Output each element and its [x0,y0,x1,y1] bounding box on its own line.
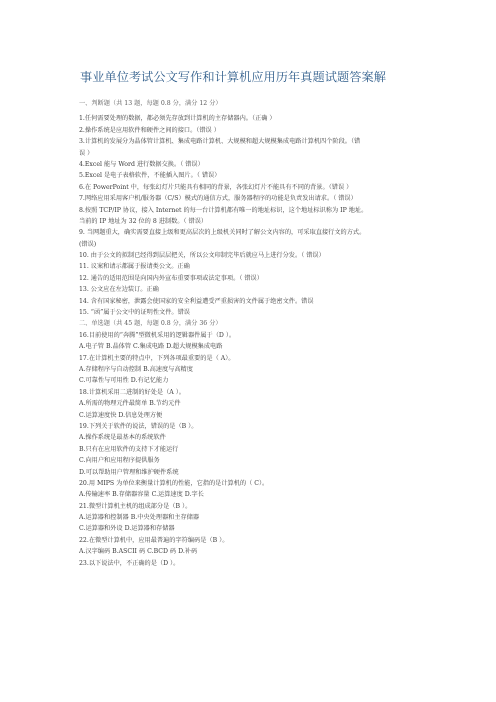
question-line: B.只有在应用软件的支持下才能运行 [79,445,179,453]
question-line: D.可以帮助用户管理和维护硬件系统 [79,468,179,476]
question-line: 19.下列关于软件的说法，错误的是（B ）。 [79,422,198,430]
question-line: 13. 公文应在左边装订。正确 [79,286,159,294]
question-line: 22.在微型计算机中，应用最普遍的字符编码是（B ）。 [79,536,229,544]
question-line: A.电子管 B.晶体管 C.集成电路 D.超大规模集成电路 [79,343,223,351]
question-line: 10. 由于公文的拟制已经得到层层把关，所以公文印制完毕后就应马上进行分发。（ 错误） [79,252,325,260]
question-line: A.传输速率 B.存储器容量 C.运算速度 D.字长 [79,491,204,499]
question-line: 1.任何需要处理的数据，都必须先存放到计算机的主存储器内。（正确 ） [79,115,276,123]
question-line: A.所需的物理元件最简单 B.节约元件 [79,400,181,408]
document-body [79,98,449,569]
question-line: C.运算速度快 D.信息处理方便 [79,411,163,419]
question-line: (错误) [79,240,97,248]
question-line: 2.操作系统是应用软件和硬件之间的接口。（错误 ） [79,126,220,134]
question-line: 误 ） [79,149,94,157]
section-heading: 一、判断题（共 13 题，每题 0.8 分，满分 12 分） [79,100,222,107]
question-line: 8.按照 TCP/IP 协议，接入 Internet 的每一台计算机都有唯一的地址标识，这个地址标识称为 IP 地址。 [79,206,368,214]
question-line: 9. 当网题重大，确实需要直接上级和更高层次的上级机关同时了解公文内容的，可采取直接行文的方式。 [79,229,366,237]
question-line: 7.网络应用采用客户机/服务器（C/S）模式的通信方式，服务器程序的功能是负责发出请求。（ 错误） [79,195,357,203]
question-line: 11. 议案和请示都属于报请类公文。正确 [79,263,190,271]
question-line: 12. 通告的适用范围是向国内外宣布重要事项或法定事项。（ 错误） [79,274,263,282]
question-line: 17.在计算机主要的特点中，下列各项最重要的是（ A）。 [79,354,235,362]
document-title: 事业单位考试公文写作和计算机应用历年真题试题答案解 [80,70,386,84]
question-line: 3.计算机的发展分为晶体管计算机、集成电路计算机、大规模和超大规模集成电路计算机四个阶段。（错 [79,138,361,146]
question-line: C.可靠性与可用性 D.有记忆能力 [79,377,169,385]
question-line: 6.在 PowerPoint 中，每张幻灯片只能具有相同的背景，各张幻灯片不能具有不同的背景。（错误 ） [79,183,353,191]
question-line: 4.Excel 能与 Word 进行数据交换。（ 错误） [79,160,204,168]
question-line: 5.Excel 是电子表格软件，不能插入图片。（ 错误） [79,172,221,180]
section-heading: 二、单选题（共 45 题，每题 0.8 分，满分 36 分） [79,320,222,328]
question-line: A.运算器和控制器 B.中央处理器和主存储器 [79,514,200,522]
question-line: 21.微型计算机主机的组成部分是（B ）。 [79,502,192,510]
question-line: 16.目前使用的“奔腾”型微机采用的逻辑器件属于（D ）。 [79,331,236,339]
question-line: 23.以下说法中，不正确的是（D ）。 [79,559,180,567]
question-line: A.汉字编码 B.ASCII 码 C.BCD 码 D.补码 [79,548,198,556]
question-line: 当前的 IP 地址为 32 位的 8 进制数。（ 错误） [79,217,208,225]
question-line: C.向用户和应用程序提供服务 [79,457,160,465]
question-line: A.操作系统是最基本的系统软件 [79,434,166,442]
question-line: 15. “函”属于公文中的证明性文件。错误 [79,309,190,317]
question-line: C.运算器和外设 D.运算器和存储器 [79,525,175,533]
question-line: 14. 含有国家秘密，泄露会使国家的安全利益遭受严重损害的文件属于绝密文件。错误 [79,297,314,305]
question-line: A.存储程序与自动控制 B.高速度与高精度 [79,365,193,373]
question-line: 20.用 MIPS 为单位来衡量计算机的性能，它指的是计算机的（ C）。 [79,479,269,487]
question-line: 18.计算机采用二进制的好处是（A ）。 [79,388,185,396]
